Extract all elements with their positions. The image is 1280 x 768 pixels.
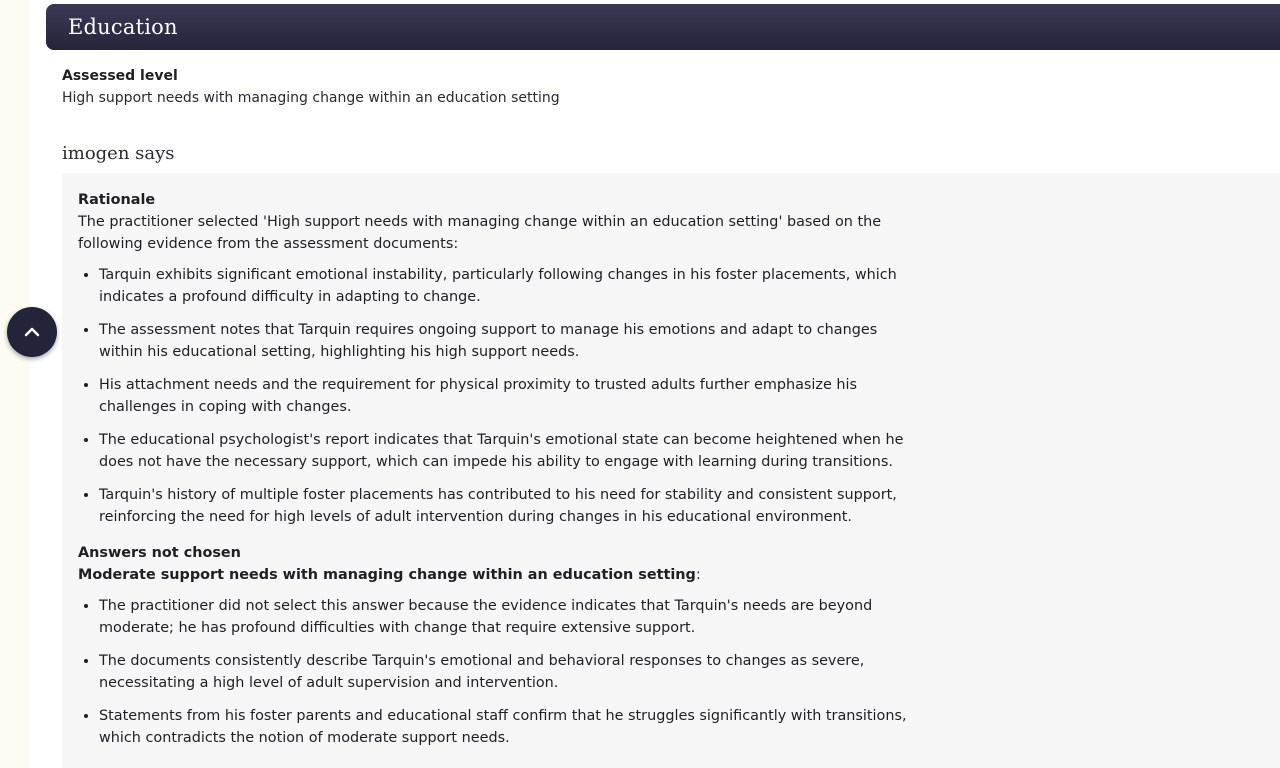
left-rail bbox=[0, 0, 30, 768]
section-title: Education bbox=[68, 15, 178, 39]
assessed-level-label: Assessed level bbox=[62, 68, 178, 84]
not-chosen-option-name: Moderate support needs with managing change within an education setting bbox=[78, 567, 696, 583]
not-chosen-list bbox=[78, 595, 908, 749]
main-content bbox=[30, 0, 1280, 768]
not-chosen-option-suffix: : bbox=[695, 567, 701, 583]
assessed-level-value: High support needs with managing change within an education setting bbox=[62, 90, 560, 106]
rationale-point: • The assessment notes that Tarquin requires ongoing support to manage his emotions and adapt to changes within his educational setting, highlighting his high support needs. bbox=[99, 319, 908, 363]
rationale-heading: Rationale bbox=[78, 192, 156, 208]
rationale-point: • The educational psychologist's report indicates that Tarquin's emotional state can become heightened when he does not have the necessary support, which can impede his ability to engage with learning during transitions. bbox=[99, 429, 908, 473]
ai-says-heading: imogen says bbox=[62, 143, 175, 164]
rationale-intro: The practitioner selected 'High support needs with managing change within an education setting' based on the following evidence from the assessment documents: bbox=[78, 214, 882, 252]
rationale-point: • Tarquin's history of multiple foster placements has contributed to his need for stability and consistent support, reinforcing the need for high levels of adult intervention during changes in his educational environment. bbox=[99, 484, 908, 528]
rationale-list bbox=[78, 264, 908, 528]
rationale-point: • Tarquin exhibits significant emotional instability, particularly following changes in his foster placements, which indicates a profound difficulty in adapting to change. bbox=[99, 264, 908, 308]
not-chosen-point: • The practitioner did not select this answer because the evidence indicates that Tarquin's needs are beyond moderate; he has profound difficulties with change that require extensive support. bbox=[99, 595, 908, 639]
answers-not-chosen-heading: Answers not chosen bbox=[78, 545, 241, 561]
back-to-top-button[interactable] bbox=[7, 307, 57, 357]
not-chosen-point: • Statements from his foster parents and educational staff confirm that he struggles significantly with transitions, which contradicts the notion of moderate support needs. bbox=[99, 705, 908, 749]
chevron-up-icon bbox=[22, 322, 42, 342]
not-chosen-point: • The documents consistently describe Tarquin's emotional and behavioral responses to changes as severe, necessitating a high level of adult supervision and intervention. bbox=[99, 650, 908, 694]
not-chosen-option bbox=[78, 564, 908, 586]
answers-not-chosen bbox=[78, 542, 908, 749]
section-header bbox=[46, 4, 1280, 50]
ai-rationale-panel bbox=[62, 173, 1280, 768]
assessed-level bbox=[62, 66, 560, 110]
rationale-point: • His attachment needs and the requirement for physical proximity to trusted adults further emphasize his challenges in coping with changes. bbox=[99, 374, 908, 418]
